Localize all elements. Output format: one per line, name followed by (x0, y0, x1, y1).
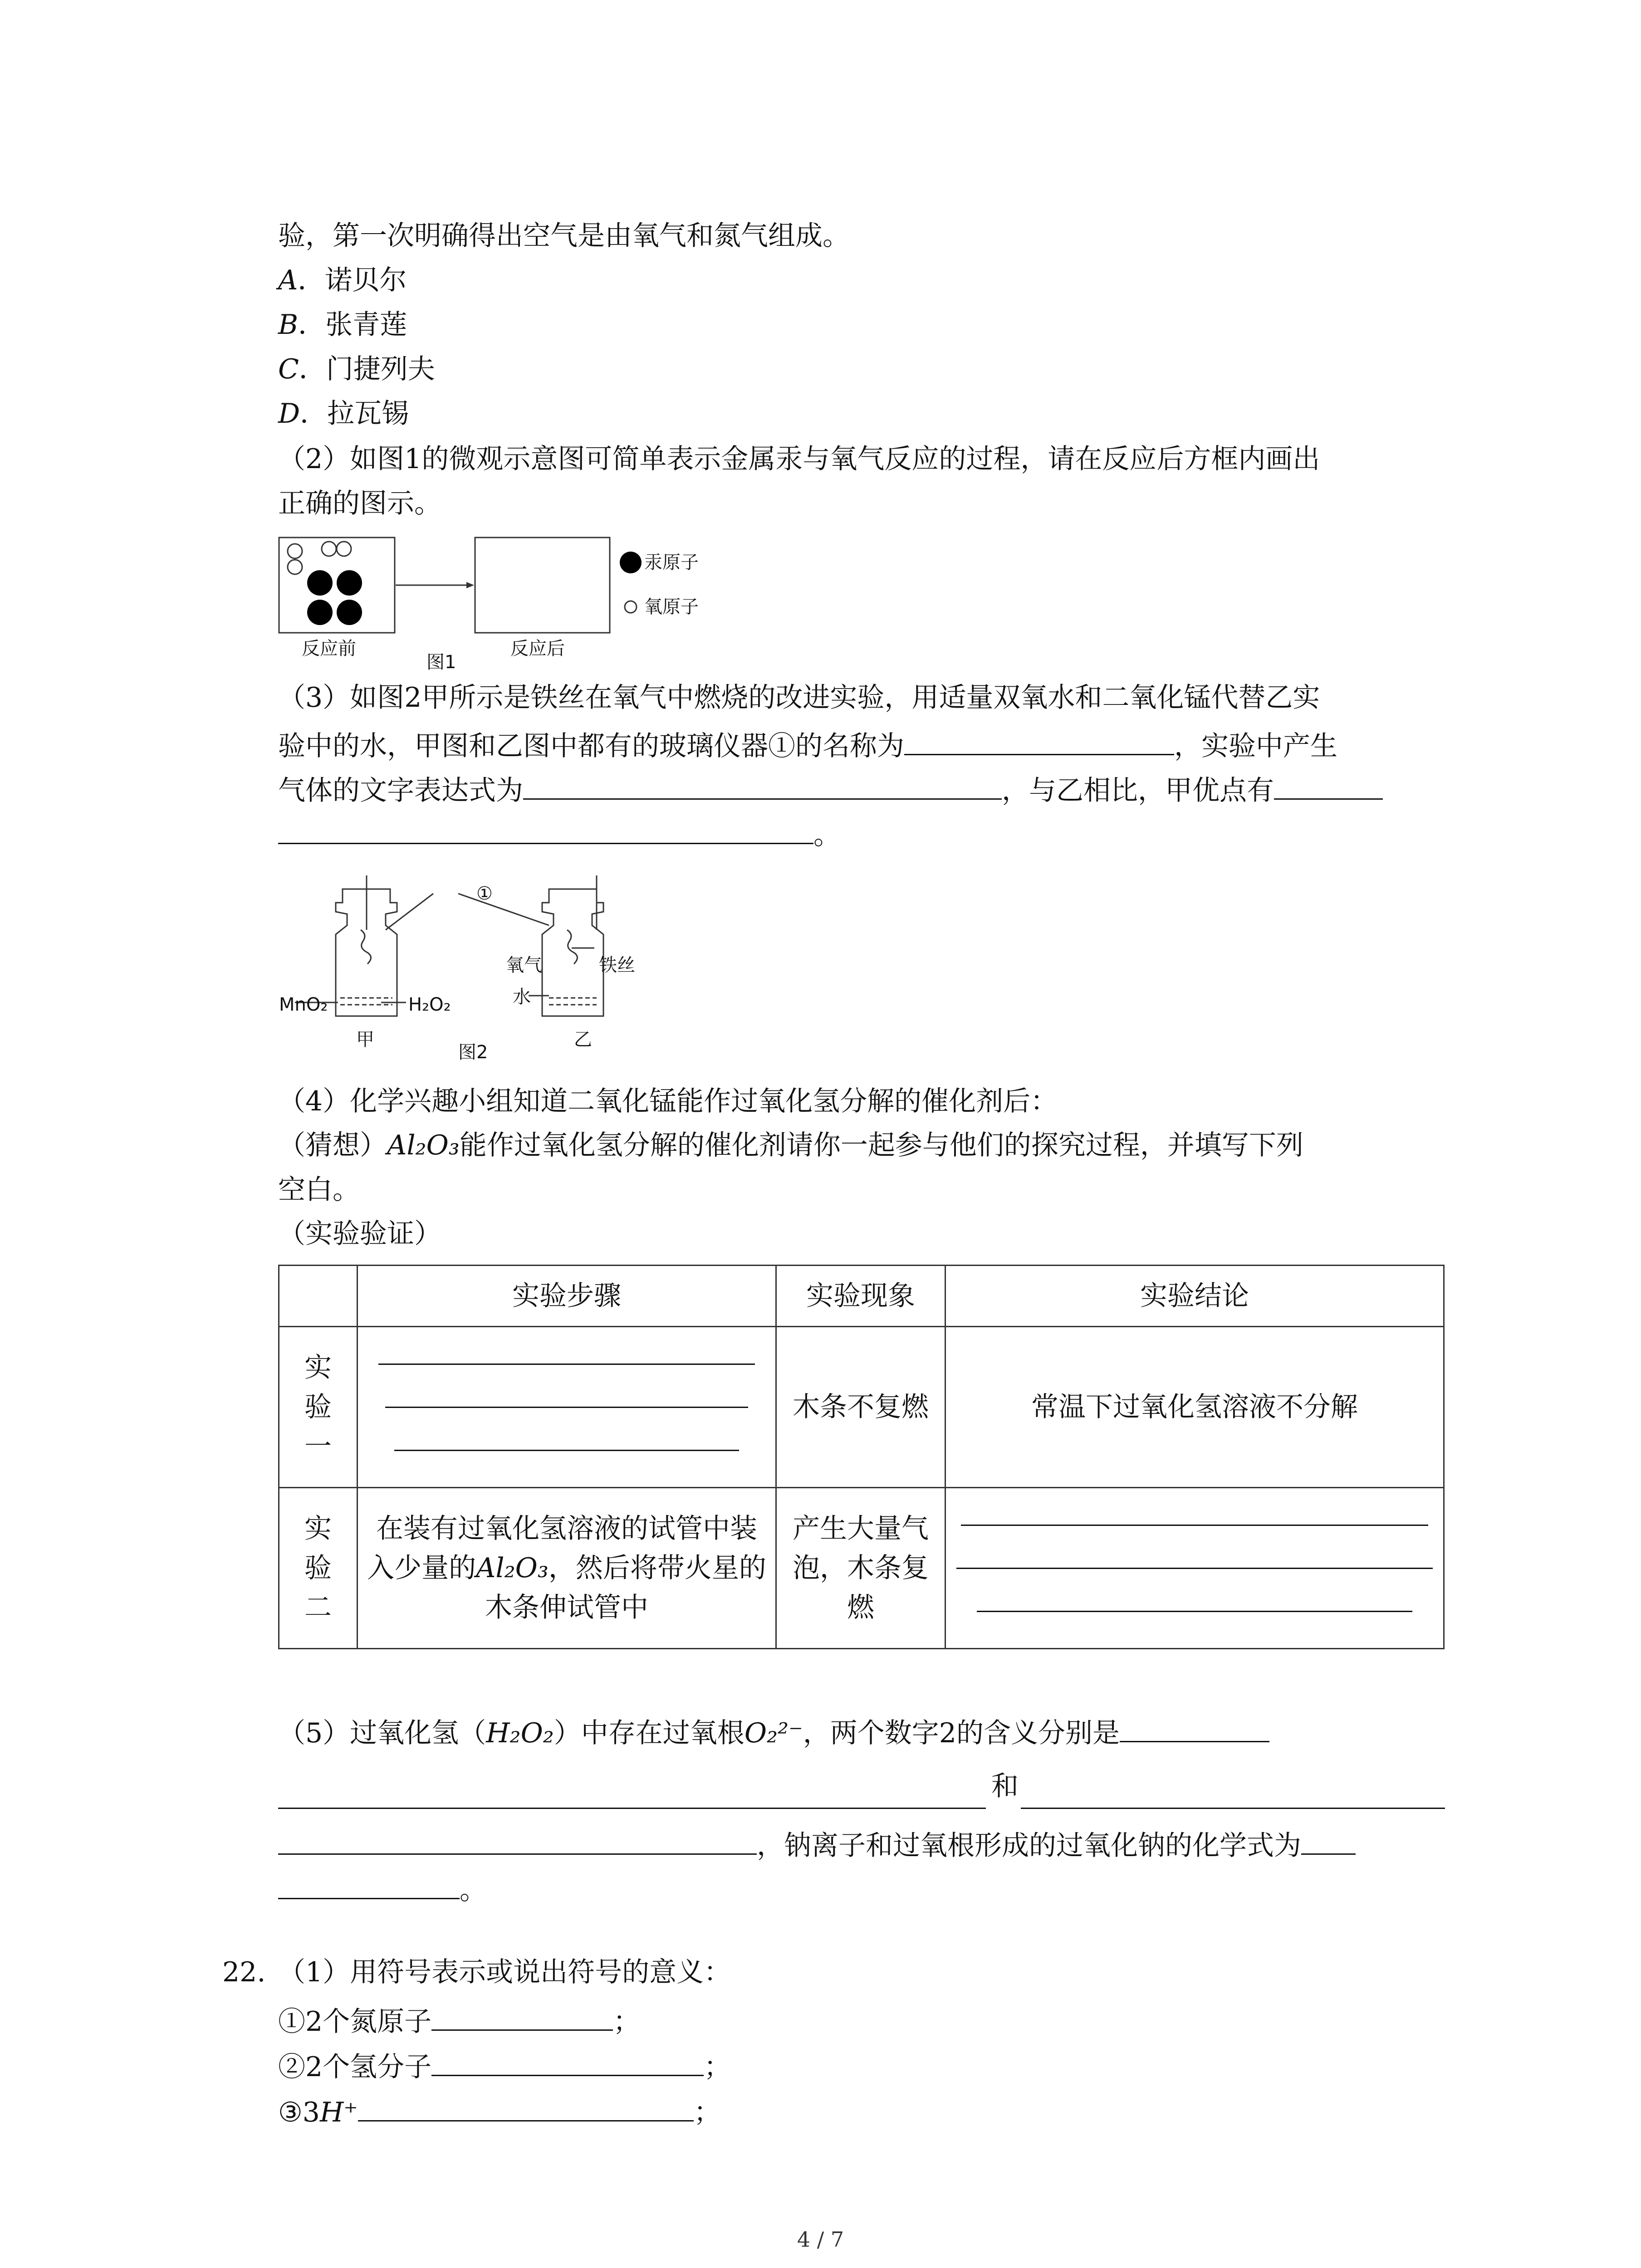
answer-blank[interactable] (278, 1808, 986, 1809)
answer-blank[interactable] (278, 817, 813, 844)
text-line: （2）如图1的微观示意图可简单表示金属汞与氧气反应的过程，请在反应后方框内画出 (278, 443, 1320, 475)
option-d: D．拉瓦锡 (278, 398, 409, 430)
option-letter: D (278, 398, 300, 430)
text-line: 正确的图示。 (278, 488, 441, 519)
formula-peroxide-ion: O₂²⁻ (744, 1717, 803, 1749)
text-line: （1）用符号表示或说出符号的意义： (278, 1956, 731, 1988)
experiment-table (278, 1265, 1445, 1649)
legend-oxygen-label: 氧原子 (644, 596, 699, 617)
answer-blank[interactable] (431, 2049, 704, 2076)
table-header-cell: 实验结论 (945, 1266, 1444, 1327)
answer-blank[interactable] (961, 1525, 1428, 1526)
question-number: 22. (222, 1956, 266, 1988)
answer-blank[interactable] (977, 1611, 1412, 1612)
table-header-cell: 实验步骤 (358, 1266, 776, 1327)
text-line: ，钠离子和过氧根形成的过氧化钠的化学式为 (278, 1828, 1356, 1859)
text-line: 验中的水，甲图和乙图中都有的玻璃仪器①的名称为 ，实验中产生 (278, 728, 1337, 760)
answer-blank[interactable] (956, 1568, 1433, 1569)
text-line: 验，第一次明确得出空气是由氧气和氮气组成。 (278, 220, 850, 252)
answer-blank[interactable] (1274, 773, 1383, 800)
text-line: 。 (278, 817, 841, 849)
answer-blank[interactable] (523, 773, 1002, 800)
jia-label: 甲 (356, 1029, 374, 1050)
option-text: 门捷列夫 (326, 353, 435, 385)
mercury-atom (337, 570, 362, 596)
page-number: 4 / 7 (797, 2227, 844, 2252)
text-line: （4）化学兴趣小组知道二氧化锰能作过氧化氢分解的催化剂后： (278, 1085, 1058, 1117)
phenomenon-cell: 木条不复燃 (776, 1327, 945, 1488)
oxygen-atom (337, 542, 351, 556)
answer-blank[interactable] (1021, 1808, 1445, 1809)
option-text: 拉瓦锡 (327, 398, 409, 430)
after-box (475, 538, 610, 633)
conclusion-cell (945, 1488, 1444, 1649)
answer-blank[interactable] (278, 1828, 757, 1855)
text-line: 和 (991, 1770, 1019, 1802)
table-header-row (279, 1266, 1444, 1327)
oxygen-label: 氧气 (506, 955, 542, 976)
figure-caption: 图2 (458, 1042, 488, 1063)
text-line: （5）过氧化氢（H₂O₂）中存在过氧根O₂²⁻，两个数字2的含义分别是 (278, 1716, 1269, 1747)
option-b: B．张青莲 (278, 309, 407, 341)
option-letter: B (278, 309, 299, 341)
oxygen-atom (288, 544, 302, 558)
option-text: 张青莲 (325, 309, 407, 341)
option-text: 诺贝尔 (325, 264, 407, 296)
text-line: （实验验证） (278, 1218, 441, 1250)
phenomenon-cell: 产生大量气泡，木条复燃 (776, 1488, 945, 1649)
yi-label: 乙 (574, 1029, 592, 1050)
table-row (279, 1327, 1444, 1488)
text-line: 空白。 (278, 1174, 360, 1206)
instrument-mark: ① (476, 883, 493, 904)
option-letter: A (278, 264, 298, 296)
answer-blank[interactable] (394, 1450, 739, 1451)
formula-h2o2: H₂O₂ (486, 1717, 554, 1749)
formula-al2o3: Al₂O₃ (476, 1552, 549, 1584)
text-line: （猜想）Al₂O₃能作过氧化氢分解的催化剂请你一起参与他们的探究过程，并填写下列 (278, 1129, 1303, 1161)
table-header-cell (279, 1266, 358, 1327)
option-c: C．门捷列夫 (278, 353, 435, 385)
row-label: 实 验 二 (279, 1488, 358, 1649)
h2o2-label: H₂O₂ (408, 994, 451, 1015)
mercury-atom (337, 600, 362, 625)
oxygen-atom (322, 542, 336, 556)
conclusion-cell: 常温下过氧化氢溶液不分解 (945, 1327, 1444, 1488)
after-label: 反应后 (510, 638, 565, 659)
answer-blank[interactable] (1301, 1828, 1356, 1855)
legend-mercury-label: 汞原子 (644, 552, 699, 573)
answer-blank[interactable] (358, 2095, 694, 2121)
answer-blank[interactable] (385, 1407, 748, 1408)
step-cell (358, 1327, 776, 1488)
table-row (279, 1488, 1444, 1649)
answer-blank[interactable] (378, 1364, 755, 1365)
legend-mercury (620, 552, 642, 573)
text-line: 气体的文字表达式为 ，与乙相比，甲优点有 (278, 773, 1383, 804)
option-a: A．诺贝尔 (278, 264, 407, 296)
formula-h-ion: H⁺ (319, 2097, 358, 2128)
text-line: ③3H⁺ ； (278, 2095, 721, 2126)
step-cell: 在装有过氧化氢溶液的试管中装入少量的Al₂O₃，然后将带火星的木条伸试管中 (358, 1488, 776, 1649)
mno2-label: MnO₂ (279, 994, 328, 1015)
before-label: 反应前 (302, 638, 356, 659)
answer-blank[interactable] (1120, 1716, 1269, 1742)
text-line: （3）如图2甲所示是铁丝在氧气中燃烧的改进实验，用适量双氧水和二氧化锰代替乙实 (278, 682, 1320, 714)
answer-blank[interactable] (431, 2004, 613, 2031)
answer-blank[interactable] (278, 1872, 460, 1899)
table-header-cell: 实验现象 (776, 1266, 945, 1327)
row-label: 实 验 一 (279, 1327, 358, 1488)
iron-wire-label: 铁丝 (599, 955, 635, 976)
text-line: ②2个氢分子 ； (278, 2049, 731, 2081)
arrow-head (466, 582, 474, 588)
figure-caption: 图1 (426, 652, 456, 673)
oxygen-atom (288, 560, 302, 574)
mercury-atom (307, 600, 333, 625)
mercury-atom (307, 570, 333, 596)
water-label: 水 (513, 987, 531, 1007)
legend-oxygen (625, 601, 637, 613)
formula-al2o3: Al₂O₃ (387, 1129, 460, 1161)
option-letter: C (278, 353, 299, 385)
text-line: ①2个氮原子 ； (278, 2004, 640, 2035)
text-line: 。 (278, 1872, 487, 1904)
answer-blank[interactable] (904, 728, 1174, 755)
